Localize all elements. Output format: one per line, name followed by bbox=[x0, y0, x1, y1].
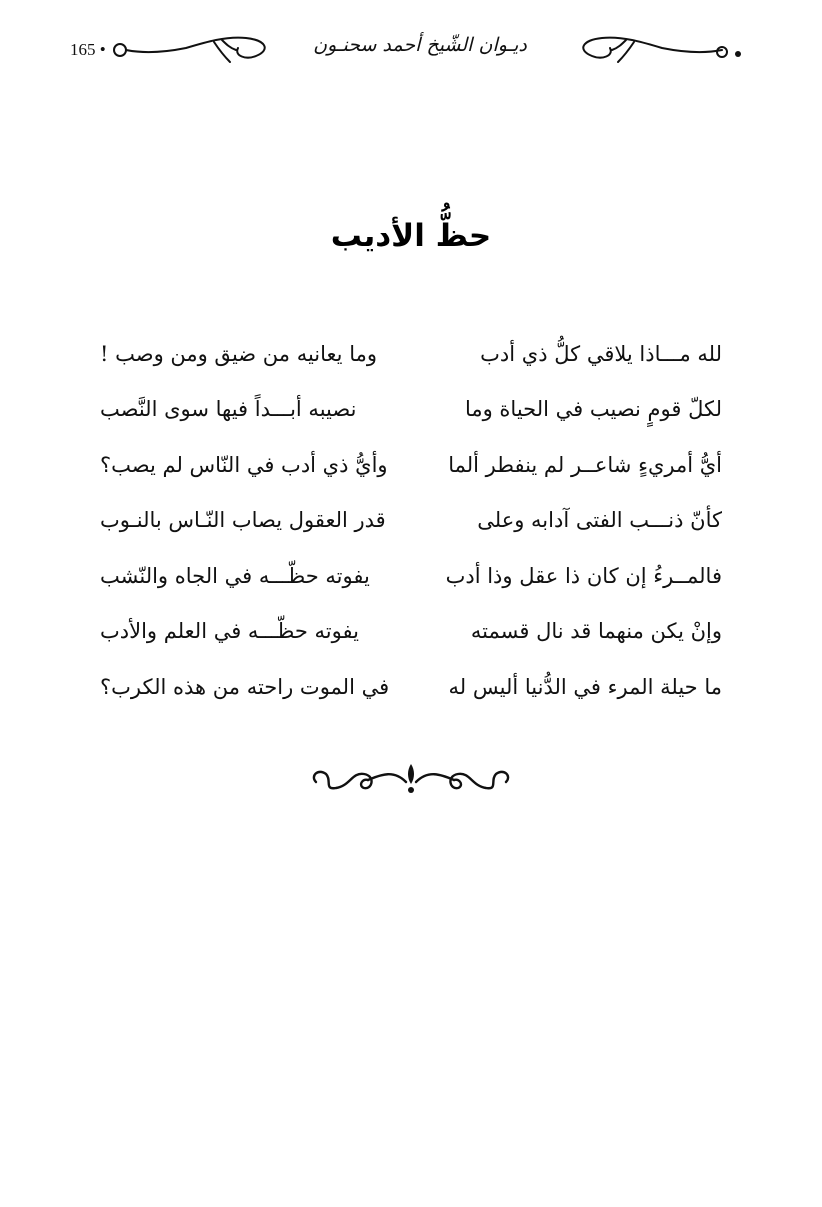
hemistich-second: قدر العقول يصاب النّـاس بالنـوب bbox=[100, 508, 386, 533]
header-flourish-left-icon bbox=[106, 30, 276, 66]
hemistich-first: أيُّ أمريءٍ شاعــر لم ينفطر ألما bbox=[448, 452, 722, 477]
hemistich-first: لكلّ قومٍ نصيب في الحياة وما bbox=[464, 397, 722, 422]
hemistich-second: نصيبه أبـــداً فيها سوى النَّصب bbox=[100, 397, 357, 422]
hemistich-second: في الموت راحته من هذه الكرب؟ bbox=[100, 674, 390, 699]
hemistich-first: لله مـــاذا يلاقي كلُّ ذي أدب bbox=[480, 341, 722, 366]
poem-verses bbox=[100, 326, 722, 715]
poem-title: حظُّ الأديب bbox=[330, 218, 492, 254]
hemistich-second: يفوته حظّـــه في العلم والأدب bbox=[100, 619, 359, 644]
hemistich-second: وما يعانيه من ضيق ومن وصب ! bbox=[100, 341, 377, 366]
verse-line bbox=[100, 548, 722, 604]
verse-line bbox=[100, 659, 722, 715]
hemistich-first: فالمــرءُ إن كان ذا عقل وذا أدب bbox=[445, 563, 722, 588]
verse-line bbox=[100, 326, 722, 382]
hemistich-first: وإنْ يكن منهما قد نال قسمته bbox=[470, 619, 722, 644]
fleuron-divider-icon bbox=[306, 760, 516, 800]
running-title: ديـوان الشّيخ أحمد سحنـون bbox=[313, 34, 527, 56]
page-number: 165 • bbox=[70, 40, 106, 59]
hemistich-first: ما حيلة المرء في الدُّنيا أليس له bbox=[448, 674, 722, 699]
header-flourish-right-icon bbox=[572, 30, 742, 66]
verse-line bbox=[100, 493, 722, 549]
verse-line bbox=[100, 604, 722, 660]
hemistich-first: كأنّ ذنـــب الفتى آدابه وعلى bbox=[477, 508, 722, 533]
verse-line bbox=[100, 437, 722, 493]
hemistich-second: يفوته حظّـــه في الجاه والنّشب bbox=[100, 563, 370, 588]
hemistich-second: وأيُّ ذي أدب في النّاس لم يصب؟ bbox=[100, 452, 388, 477]
verse-line bbox=[100, 382, 722, 438]
